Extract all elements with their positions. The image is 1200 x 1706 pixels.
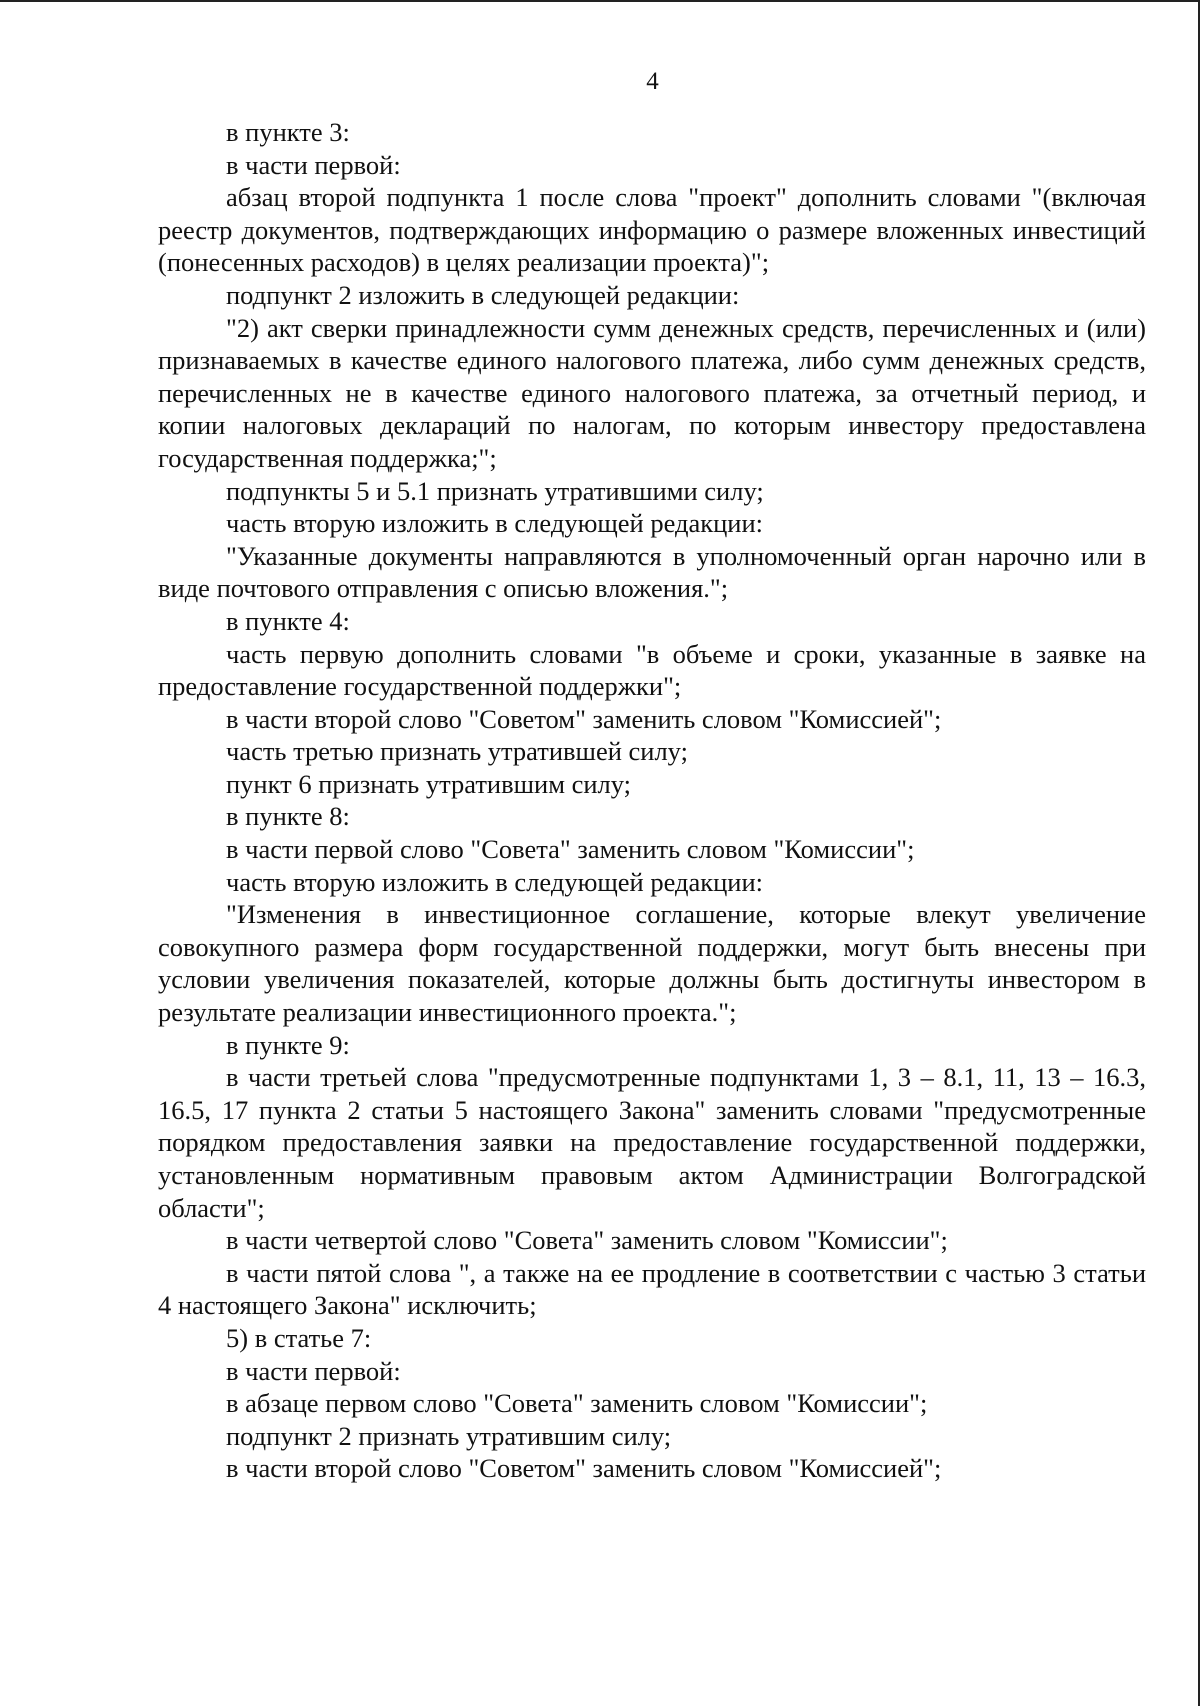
- paragraph: часть третью признать утратившей силу;: [226, 736, 688, 767]
- paragraph: "Указанные документы направляются в уполномоченный орган нарочно или в виде почтового отправления с описью вложения.";: [158, 540, 1146, 604]
- paragraph: в части второй слово "Советом" заменить словом "Комиссией";: [226, 703, 942, 734]
- paragraph: в части первой:: [226, 149, 401, 180]
- paragraph: "2) акт сверки принадлежности сумм денежных средств, перечисленных и (или) признаваемых в качестве единого налогового платежа, либо сумм денежных средств, перечисленных не в качестве единого налогового платежа, за отчетный период, и копии налоговых деклараций по налогам, по которым инвестору предоставлена государственная поддержка;";: [158, 312, 1146, 473]
- paragraph: часть вторую изложить в следующей редакции:: [226, 508, 764, 539]
- paragraph: в части пятой слова ", а также на ее продление в соответствии с частью 3 статьи 4 настоящего Закона" исключить;: [158, 1257, 1146, 1321]
- paragraph: в пункте 3:: [226, 117, 350, 147]
- paragraph: в части второй слово "Советом" заменить словом "Комиссией";: [226, 1453, 942, 1484]
- paragraph: в части первой слово "Совета" заменить словом "Комиссии";: [226, 834, 915, 865]
- paragraph: 5) в статье 7:: [226, 1322, 372, 1353]
- paragraph: часть вторую изложить в следующей редакции:: [226, 866, 764, 897]
- paragraph: абзац второй подпункта 1 после слова "проект" дополнить словами "(включая реестр документов, подтверждающих информацию о размере вложенных инвестиций (понесенных расходов) в целях реализации проекта)";: [158, 182, 1146, 278]
- paragraph: в части первой:: [226, 1355, 401, 1386]
- paragraph: в пункте 9:: [226, 1029, 350, 1060]
- page-border-top: [0, 0, 1200, 2]
- paragraph: в абзаце первом слово "Совета" заменить словом "Комиссии";: [226, 1388, 928, 1419]
- page-number: 4: [646, 68, 659, 95]
- paragraph: часть первую дополнить словами "в объеме и сроки, указанные в заявке на предоставление государственной поддержки";: [158, 638, 1146, 702]
- paragraph: в пункте 8:: [226, 801, 350, 832]
- paragraph: подпункты 5 и 5.1 признать утратившими силу;: [226, 475, 764, 506]
- paragraph: подпункт 2 изложить в следующей редакции:: [226, 279, 740, 310]
- document-body: [158, 116, 1146, 1485]
- paragraph: в части четвертой слово "Совета" заменить словом "Комиссии";: [226, 1225, 948, 1256]
- paragraph: в пункте 4:: [226, 605, 350, 636]
- paragraph: пункт 6 признать утратившим силу;: [226, 768, 632, 799]
- paragraph: в части третьей слова "предусмотренные подпунктами 1, 3 – 8.1, 11, 13 – 16.3, 16.5, 17 пункта 2 статьи 5 настоящего Закона" заменить словами "предусмотренные порядком предоставления заявки на предоставление государственной поддержки, установленным нормативным правовым актом Администрации Волгоградской области";: [158, 1062, 1146, 1223]
- paragraph: "Изменения в инвестиционное соглашение, которые влекут увеличение совокупного размера форм государственной поддержки, могут быть внесены при условии увеличения показателей, которые должны быть достигнуты инвестором в результате реализации инвестиционного проекта.";: [158, 899, 1146, 1028]
- paragraph: подпункт 2 признать утратившим силу;: [226, 1420, 672, 1451]
